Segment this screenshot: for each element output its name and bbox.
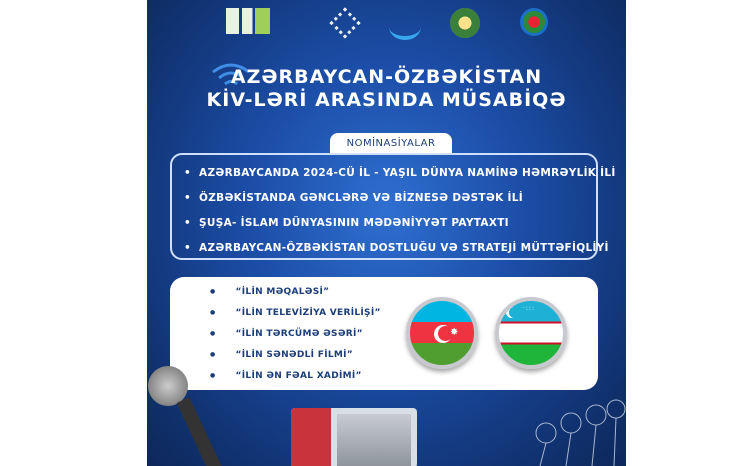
nomination-item: • AZƏRBAYCAN-ÖZBƏKİSTAN DOSTLUĞU VƏ STRATEJİ MÜTTƏFİQLİYİ [184, 236, 596, 261]
title-line-1: AZƏRBAYCAN-ÖZBƏKİSTAN [230, 66, 543, 88]
title-line-2: KİV-LƏRİ ARASINDA MÜSABİQƏ [206, 89, 567, 111]
culture-center-logo [213, 8, 283, 37]
category-item: ● “İLİN ƏN FƏAL XADİMİ” [210, 365, 381, 386]
category-item: ● “İLİN TƏRCÜMƏ ƏSƏRİ” [210, 323, 381, 344]
microphone-image [147, 360, 202, 466]
nomination-item: • ÖZBƏKİSTANDA GƏNCLƏRƏ VƏ BİZNESƏ DƏSTƏK İLİ [184, 186, 596, 211]
nominations-header: NOMİNASİYALAR [330, 133, 452, 154]
nomination-item: • AZƏRBAYCANDA 2024-CÜ İL - YAŞIL DÜNYA NAMİNƏ HƏMRƏYLİK İLİ [184, 161, 596, 186]
media-logo [385, 8, 425, 43]
categories-panel [170, 277, 598, 390]
poster [147, 0, 626, 466]
category-item: ● “İLİN MƏQALƏSİ” [210, 281, 381, 302]
uzbek-emblem [439, 8, 491, 41]
nominations-list [170, 153, 616, 260]
azerbaijan-emblem [509, 8, 559, 39]
category-item: ● “İLİN SƏNƏDLİ FİLMİ” [210, 344, 381, 365]
press-council-logo [312, 8, 377, 37]
uzbekistan-flag: ·::: [495, 297, 567, 369]
press-microphones-sketch [516, 395, 626, 466]
categories-list [210, 281, 381, 386]
category-item: ● “İLİN TELEVİZİYA VERİLİŞİ” [210, 302, 381, 323]
nomination-item: • ŞUŞA- İSLAM DÜNYASININ MƏDƏNİYYƏT PAYTAXTI [184, 211, 596, 236]
partner-logos [147, 8, 626, 56]
azerbaijan-flag: ✸ [406, 297, 478, 369]
retro-tv-image [291, 408, 417, 466]
